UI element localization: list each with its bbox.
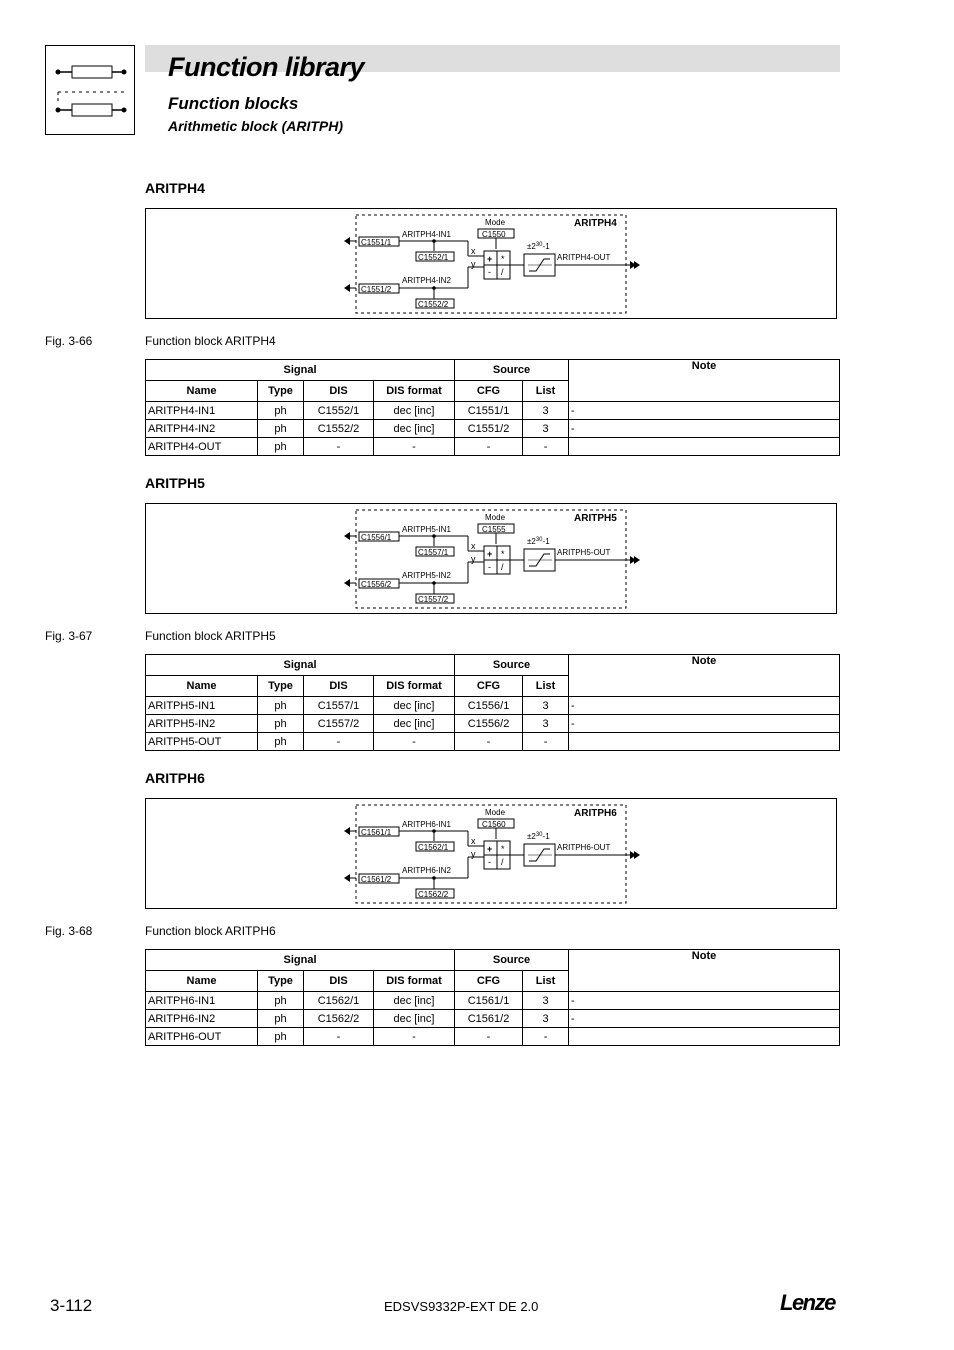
range-label: $\pm 2^{30}-1$ (527, 832, 550, 841)
signal-dis: C1557/2 (304, 715, 374, 733)
section-heading: ARITPH6 (145, 770, 205, 786)
signal-name: ARITPH5-OUT (146, 733, 258, 751)
signal-cfg: C1561/2 (455, 1010, 523, 1028)
signal-list: - (523, 1028, 569, 1046)
type-header: Type (258, 381, 304, 402)
signal-dis-format: dec [inc] (374, 992, 455, 1010)
signal-dis-format: - (374, 438, 455, 456)
signal-list: 3 (523, 420, 569, 438)
signal-cfg: - (455, 438, 523, 456)
op-plus: + (487, 844, 493, 854)
signal-list: 3 (523, 715, 569, 733)
figure-caption: Function block ARITPH5 (145, 629, 276, 643)
signal-name: ARITPH5-IN1 (146, 697, 258, 715)
signal-cfg: C1556/1 (455, 697, 523, 715)
signal-list: - (523, 733, 569, 751)
cfg-header: CFG (455, 676, 523, 697)
y-label: y (471, 849, 476, 859)
signal-cfg: C1556/2 (455, 715, 523, 733)
signal-dis: C1562/2 (304, 1010, 374, 1028)
signal-header: Signal (146, 655, 455, 676)
table-row (146, 733, 840, 751)
table-row (146, 697, 840, 715)
diagram-svg (146, 209, 838, 320)
signal-table (145, 654, 840, 751)
signal-cfg: C1561/1 (455, 992, 523, 1010)
figure-number: Fig. 3-67 (45, 629, 93, 643)
mode-code: C1555 (482, 525, 506, 534)
out-label: ARITPH6-OUT (557, 843, 611, 852)
name-header: Name (146, 971, 258, 992)
signal-type: ph (258, 420, 304, 438)
table-row (146, 992, 840, 1010)
signal-dis: C1552/1 (304, 402, 374, 420)
signal-cfg: C1551/1 (455, 402, 523, 420)
signal-type: ph (258, 992, 304, 1010)
signal-dis-format: dec [inc] (374, 1010, 455, 1028)
op-minus: - (488, 267, 491, 277)
table-row (146, 715, 840, 733)
note-header: Note (569, 950, 840, 992)
op-minus: - (488, 562, 491, 572)
note-header: Note (569, 360, 840, 402)
mode-label: Mode (485, 808, 506, 817)
signal-type: ph (258, 402, 304, 420)
signal-name: ARITPH6-IN1 (146, 992, 258, 1010)
mode-label: Mode (485, 218, 506, 227)
type-header: Type (258, 676, 304, 697)
signal-header: Signal (146, 950, 455, 971)
signal-type: ph (258, 697, 304, 715)
signal-dis-format: dec [inc] (374, 715, 455, 733)
cfg-header: CFG (455, 381, 523, 402)
signal-note: - (569, 715, 840, 733)
signal-list: 3 (523, 1010, 569, 1028)
name-header: Name (146, 381, 258, 402)
mode-code: C1550 (482, 230, 506, 239)
input-arrow-icon (344, 874, 350, 882)
signal-name: ARITPH4-IN2 (146, 420, 258, 438)
signal-type: ph (258, 715, 304, 733)
figure-number: Fig. 3-66 (45, 334, 93, 348)
figure-caption: Function block ARITPH6 (145, 924, 276, 938)
signal-dis-format: - (374, 733, 455, 751)
signal-dis: C1562/1 (304, 992, 374, 1010)
page-number: 3-112 (50, 1296, 93, 1315)
op-div: / (501, 857, 504, 867)
y-label: y (471, 554, 476, 564)
note-header: Note (569, 655, 840, 697)
signal-header: Signal (146, 360, 455, 381)
diagram-svg (146, 799, 838, 910)
op-plus: + (487, 254, 493, 264)
page-title: Function library (168, 52, 365, 82)
source-header: Source (455, 655, 569, 676)
list-header: List (523, 676, 569, 697)
source-header: Source (455, 950, 569, 971)
table-row (146, 1010, 840, 1028)
block-name: ARITPH6 (574, 808, 617, 819)
signal-dis-format: dec [inc] (374, 420, 455, 438)
input-arrow-icon (344, 237, 350, 245)
diagram-svg (146, 504, 838, 615)
op-div: / (501, 267, 504, 277)
document-id: EDSVS9332P-EXT DE 2.0 (384, 1299, 539, 1314)
signal-dis: C1552/2 (304, 420, 374, 438)
signal-cfg: C1551/2 (455, 420, 523, 438)
input-arrow-icon (344, 827, 350, 835)
signal-note (569, 733, 840, 751)
source-header: Source (455, 360, 569, 381)
function-block-icon (46, 46, 136, 136)
y-label: y (471, 259, 476, 269)
signal-type: ph (258, 1010, 304, 1028)
signal-table (145, 949, 840, 1046)
table-row (146, 438, 840, 456)
in2-label: ARITPH6-IN2 (402, 866, 451, 875)
signal-note (569, 438, 840, 456)
figure-caption: Function block ARITPH4 (145, 334, 276, 348)
op-div: / (501, 562, 504, 572)
in1-src: C1561/1 (361, 828, 392, 837)
in1-label: ARITPH5-IN1 (402, 525, 451, 534)
signal-name: ARITPH5-IN2 (146, 715, 258, 733)
function-block-diagram (145, 798, 837, 909)
signal-name: ARITPH4-IN1 (146, 402, 258, 420)
in2-label: ARITPH5-IN2 (402, 571, 451, 580)
mode-code: C1560 (482, 820, 506, 829)
range-label: $\pm 2^{30}-1$ (527, 242, 550, 251)
signal-dis-format: dec [inc] (374, 697, 455, 715)
op-minus: - (488, 857, 491, 867)
signal-dis-format: - (374, 1028, 455, 1046)
figure-number: Fig. 3-68 (45, 924, 93, 938)
in2-label: ARITPH4-IN2 (402, 276, 451, 285)
signal-note: - (569, 1010, 840, 1028)
dis-format-header: DIS format (374, 971, 455, 992)
signal-note: - (569, 402, 840, 420)
in1-src: C1556/1 (361, 533, 392, 542)
signal-table (145, 359, 840, 456)
in1-dis: C1552/1 (418, 253, 449, 262)
op-mul: * (501, 549, 505, 559)
out-label: ARITPH5-OUT (557, 548, 611, 557)
function-block-diagram (145, 503, 837, 614)
signal-note: - (569, 992, 840, 1010)
in1-dis: C1557/1 (418, 548, 449, 557)
signal-note: - (569, 420, 840, 438)
x-label: x (471, 541, 476, 551)
in1-dis: C1562/1 (418, 843, 449, 852)
section-heading: ARITPH5 (145, 475, 205, 491)
in2-dis: C1557/2 (418, 595, 449, 604)
dis-format-header: DIS format (374, 381, 455, 402)
signal-dis: - (304, 733, 374, 751)
block-name: ARITPH4 (574, 218, 617, 229)
signal-note: - (569, 697, 840, 715)
in2-src: C1556/2 (361, 580, 392, 589)
signal-dis: C1557/1 (304, 697, 374, 715)
dis-header: DIS (304, 971, 374, 992)
in2-dis: C1562/2 (418, 890, 449, 899)
table-row (146, 1028, 840, 1046)
x-label: x (471, 836, 476, 846)
mode-label: Mode (485, 513, 506, 522)
signal-type: ph (258, 1028, 304, 1046)
signal-list: 3 (523, 402, 569, 420)
table-row (146, 402, 840, 420)
in2-src: C1551/2 (361, 285, 392, 294)
dis-header: DIS (304, 381, 374, 402)
chapter-icon (45, 45, 135, 135)
list-header: List (523, 381, 569, 402)
signal-dis: - (304, 438, 374, 456)
in1-label: ARITPH6-IN1 (402, 820, 451, 829)
cfg-header: CFG (455, 971, 523, 992)
table-row (146, 420, 840, 438)
signal-cfg: - (455, 1028, 523, 1046)
input-arrow-icon (344, 579, 350, 587)
signal-type: ph (258, 733, 304, 751)
input-arrow-icon (344, 284, 350, 292)
signal-name: ARITPH6-OUT (146, 1028, 258, 1046)
signal-cfg: - (455, 733, 523, 751)
type-header: Type (258, 971, 304, 992)
in2-src: C1561/2 (361, 875, 392, 884)
in1-src: C1551/1 (361, 238, 392, 247)
brand-logo: Lenze (780, 1290, 835, 1315)
section-heading: ARITPH4 (145, 180, 205, 196)
name-header: Name (146, 676, 258, 697)
x-label: x (471, 246, 476, 256)
signal-type: ph (258, 438, 304, 456)
range-label: $\pm 2^{30}-1$ (527, 537, 550, 546)
page-subsubtitle: Arithmetic block (ARITPH) (168, 118, 344, 134)
signal-list: 3 (523, 992, 569, 1010)
signal-list: 3 (523, 697, 569, 715)
dis-header: DIS (304, 676, 374, 697)
in2-dis: C1552/2 (418, 300, 449, 309)
in1-label: ARITPH4-IN1 (402, 230, 451, 239)
signal-list: - (523, 438, 569, 456)
function-block-diagram (145, 208, 837, 319)
dis-format-header: DIS format (374, 676, 455, 697)
op-plus: + (487, 549, 493, 559)
signal-dis: - (304, 1028, 374, 1046)
signal-dis-format: dec [inc] (374, 402, 455, 420)
page-subtitle: Function blocks (168, 94, 299, 113)
signal-name: ARITPH4-OUT (146, 438, 258, 456)
op-mul: * (501, 254, 505, 264)
op-mul: * (501, 844, 505, 854)
signal-note (569, 1028, 840, 1046)
signal-name: ARITPH6-IN2 (146, 1010, 258, 1028)
input-arrow-icon (344, 532, 350, 540)
block-name: ARITPH5 (574, 513, 617, 524)
list-header: List (523, 971, 569, 992)
out-label: ARITPH4-OUT (557, 253, 611, 262)
